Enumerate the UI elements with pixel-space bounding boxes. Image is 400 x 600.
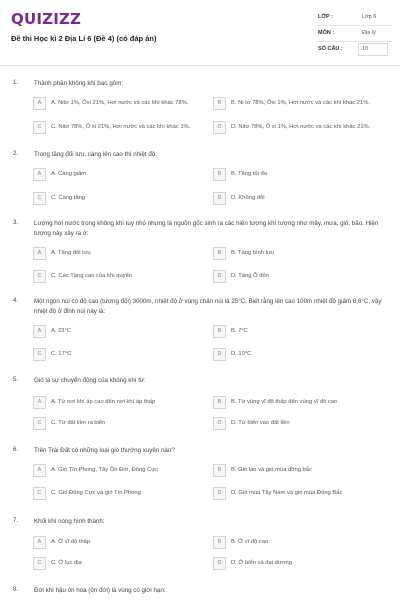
option-a[interactable]	[33, 325, 208, 338]
question-text: Trên Trái Đất có những loại gió thường xuyên nào?	[34, 447, 175, 454]
question-5	[0, 376, 400, 432]
question-text: Gió là sự chuyển động của không khí từ:	[34, 377, 146, 384]
question-text: Một ngọn núi có độ cao (tương đối) 3000m, nhiệt độ ở vùng chân núi là 25°C. Biết rằng lên cao 100m nhiệt độ giảm 0,6°C, vậy nhiệt độ ở đỉnh núi này là:	[34, 298, 382, 315]
page-header	[0, 0, 400, 62]
question-2	[0, 150, 400, 206]
question-text: Trong tầng đối lưu, càng lên cao thì nhiệt độ:	[34, 151, 157, 158]
meta-row-subject	[318, 26, 392, 42]
option-c[interactable]	[33, 192, 208, 205]
option-a[interactable]	[33, 536, 208, 549]
option-letter-box: B	[213, 97, 226, 110]
option-b[interactable]	[213, 396, 393, 409]
question-text: Lượng hơi nước trong không khí tuy nhỏ nhưng là nguồn gốc sinh ra các hiện tượng khí tượng như mây, mưa, gió, bão. Hiện tượng này xảy ra ở:	[34, 220, 379, 237]
option-text: A. Từ nơi khí áp cao đến nơi khí áp thấp	[51, 399, 156, 405]
option-text: B. Ni tơ 78%, Ôxi 1%, Hơi nước và các khí khác 21%.	[231, 100, 371, 106]
option-text: A. Càng giảm	[51, 171, 87, 177]
option-text: B. Gió lào và gió mùa đông bắc	[231, 467, 312, 473]
option-letter-box: A	[33, 247, 46, 260]
option-letter-box: D	[213, 348, 226, 361]
option-d[interactable]	[213, 487, 393, 500]
option-d[interactable]	[213, 348, 393, 361]
option-text: A. Nitơ 1%, Ôxi 21%, Hơi nước và các khí khác 78%.	[51, 100, 189, 106]
option-d[interactable]	[213, 270, 393, 283]
option-letter-box: C	[33, 417, 46, 430]
meta-value: Địa lý	[362, 30, 376, 36]
option-d[interactable]	[213, 192, 393, 205]
option-text: B. 7°C	[231, 328, 248, 334]
option-b[interactable]	[213, 97, 393, 110]
option-text: D. Từ biển vào đất liền	[231, 420, 290, 426]
question-number: 1.	[13, 79, 19, 86]
question-text: Đới khí hậu ôn hoà (ôn đới) là vùng có giới hạn:	[34, 587, 166, 594]
question-text: Khối khí nóng hình thành:	[34, 518, 105, 525]
option-letter-box: D	[213, 270, 226, 283]
option-b[interactable]	[213, 168, 393, 181]
option-letter-box: D	[213, 487, 226, 500]
option-letter-box: B	[213, 168, 226, 181]
option-b[interactable]	[213, 247, 393, 260]
option-d[interactable]	[213, 557, 393, 570]
meta-row-grade	[318, 10, 392, 26]
option-letter-box: A	[33, 168, 46, 181]
option-text: D. Nitơ 78%, Ô xi 1%, Hơi nước và các khí khác 21%.	[231, 124, 371, 130]
option-text: C. Gió Đông Cực và gió Tín Phong	[51, 490, 141, 496]
option-c[interactable]	[33, 270, 208, 283]
question-number: 6.	[13, 446, 19, 453]
option-letter-box: B	[213, 396, 226, 409]
option-text: C. Càng tăng	[51, 195, 86, 201]
option-c[interactable]	[33, 348, 208, 361]
option-letter-box: A	[33, 396, 46, 409]
option-text: C. Ở lục địa	[51, 560, 82, 566]
option-d[interactable]	[213, 417, 393, 430]
header-divider	[0, 65, 400, 66]
option-letter-box: B	[213, 247, 226, 260]
option-letter-box: C	[33, 270, 46, 283]
option-letter-box: D	[213, 557, 226, 570]
question-number: 4.	[13, 297, 19, 304]
option-text: A. Ở vĩ độ thấp	[51, 539, 91, 545]
option-letter-box: B	[213, 325, 226, 338]
option-letter-box: D	[213, 192, 226, 205]
option-letter-box: A	[33, 464, 46, 477]
question-1	[0, 79, 400, 135]
meta-value: Lớp 6	[362, 14, 377, 20]
option-letter-box: C	[33, 348, 46, 361]
option-text: D. Gió mùa Tây Nam và gió mùa Đông Bắc	[231, 490, 343, 496]
option-letter-box: C	[33, 121, 46, 134]
question-3	[0, 219, 400, 285]
meta-value: 10	[362, 46, 369, 52]
option-b[interactable]	[213, 464, 393, 477]
meta-panel	[318, 10, 392, 58]
option-text: D. 10°C	[231, 351, 252, 357]
option-b[interactable]	[213, 325, 393, 338]
option-text: D. Không đổi	[231, 195, 265, 201]
question-number: 3.	[13, 219, 19, 226]
meta-label: LỚP :	[318, 14, 333, 20]
meta-row-count	[318, 42, 392, 58]
option-b[interactable]	[213, 536, 393, 549]
option-letter-box: A	[33, 97, 46, 110]
question-6	[0, 446, 400, 502]
option-text: A. Tầng đối lưu	[51, 250, 91, 256]
option-a[interactable]	[33, 464, 208, 477]
option-letter-box: C	[33, 487, 46, 500]
question-8	[0, 586, 400, 598]
option-text: C. Các Tầng cao của khí quyển	[51, 273, 133, 279]
option-letter-box: A	[33, 325, 46, 338]
option-letter-box: A	[33, 536, 46, 549]
question-7	[0, 517, 400, 573]
option-c[interactable]	[33, 417, 208, 430]
option-text: B. Từ vùng vĩ độ thấp đến vùng vĩ độ cao	[231, 399, 338, 405]
option-text: D. Ở biển và đại dương	[231, 560, 292, 566]
option-text: B. Tăng tối đa	[231, 171, 267, 177]
option-a[interactable]	[33, 168, 208, 181]
option-a[interactable]	[33, 247, 208, 260]
option-text: B. Tầng bình lưu	[231, 250, 275, 256]
meta-label: MÔN :	[318, 30, 335, 36]
question-number: 8.	[13, 586, 19, 593]
option-letter-box: B	[213, 464, 226, 477]
question-number: 2.	[13, 150, 19, 157]
document-title: Đề thi Học kì 2 Địa Lí 6 (Đề 4) (có đáp án)	[11, 34, 157, 43]
meta-label: SỐ CÂU :	[318, 46, 343, 52]
option-text: A. Gió Tín Phong, Tây Ôn Đới, Đông Cực	[51, 467, 159, 473]
option-letter-box: B	[213, 536, 226, 549]
option-text: A. 23°C	[51, 328, 72, 334]
option-letter-box: C	[33, 557, 46, 570]
option-text: B. Ở vĩ độ cao	[231, 539, 269, 545]
option-a[interactable]	[33, 396, 208, 409]
question-text: Thành phần không khí bao gồm:	[34, 80, 124, 87]
option-a[interactable]	[33, 97, 208, 110]
question-number: 7.	[13, 517, 19, 524]
question-number: 5.	[13, 376, 19, 383]
option-c[interactable]	[33, 557, 208, 570]
option-letter-box: C	[33, 192, 46, 205]
option-text: C. 17°C	[51, 351, 72, 357]
question-4	[0, 297, 400, 363]
quizizz-logo: QUIZIZZ	[11, 10, 82, 28]
option-text: C. Từ đất liền ra biển	[51, 420, 106, 426]
option-d[interactable]	[213, 121, 393, 134]
option-letter-box: D	[213, 417, 226, 430]
option-c[interactable]	[33, 121, 208, 134]
option-text: D. Tầng Ô dôn	[231, 273, 269, 279]
option-c[interactable]	[33, 487, 208, 500]
option-text: C. Nitơ 78%, Ô xi 21%, Hơi nước và các khí khác 1%.	[51, 124, 191, 130]
option-letter-box: D	[213, 121, 226, 134]
